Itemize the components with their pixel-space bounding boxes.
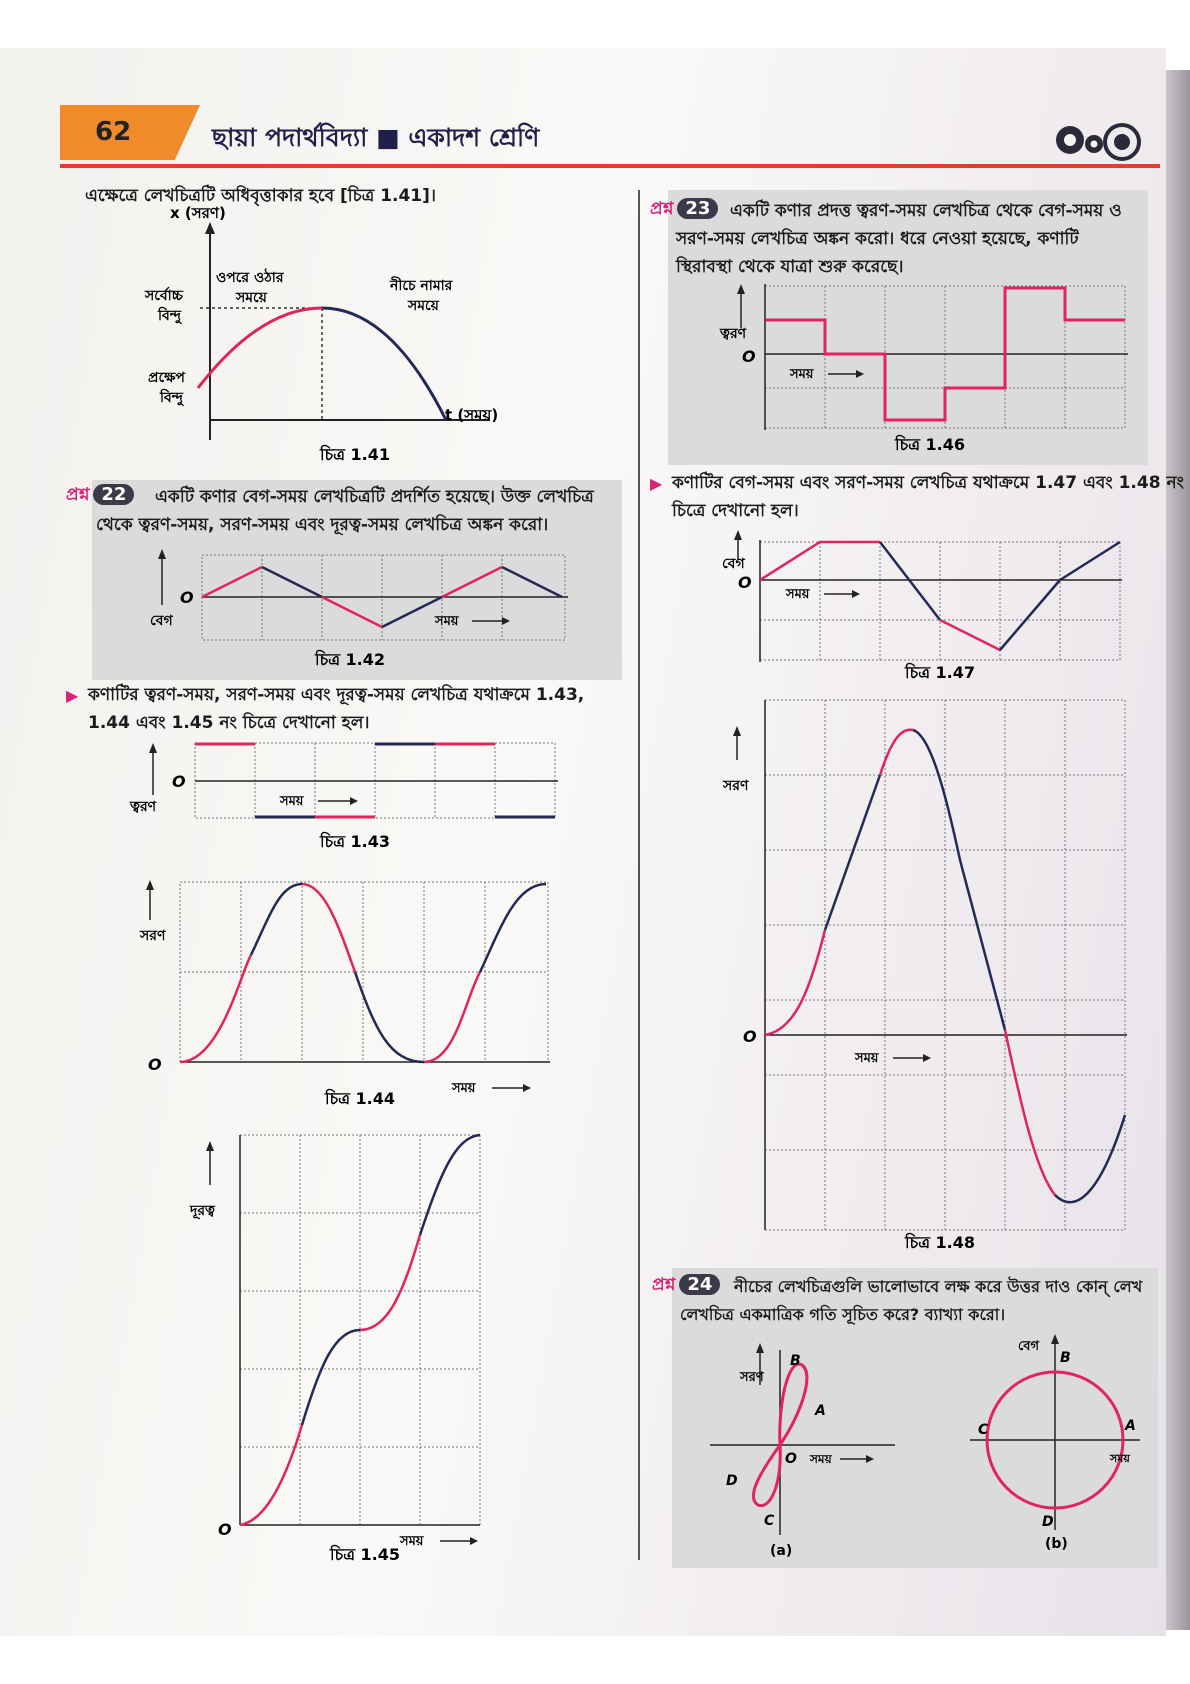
question-label: প্রশ্ন bbox=[66, 485, 90, 505]
book-title: ছায়া পদার্থবিদ্যা ■ একাদশ শ্রেণি bbox=[212, 123, 540, 152]
velocity-red-2 bbox=[322, 597, 382, 627]
x-label: সময় bbox=[786, 587, 810, 602]
disp-red-3 bbox=[424, 972, 480, 1062]
falling-label: নীচে নামার bbox=[390, 278, 453, 294]
velocity-navy-3 bbox=[502, 567, 562, 597]
disp-navy-3 bbox=[480, 884, 546, 972]
point-a: A bbox=[1125, 1418, 1136, 1434]
dist-navy-1 bbox=[302, 1330, 360, 1425]
intro-text: এক্ষেত্রে লেখচিত্রটি অধিবৃত্তাকার হবে [চিত্র 1.41]। bbox=[85, 186, 436, 206]
x-label: সময় bbox=[435, 614, 459, 629]
header-rule bbox=[60, 164, 1160, 168]
caption: চিত্র 1.47 bbox=[905, 663, 976, 682]
point-d: D bbox=[1042, 1514, 1054, 1530]
fig-1-42 bbox=[150, 545, 600, 675]
vel-navy-2 bbox=[1000, 580, 1060, 650]
gear-icon bbox=[1050, 118, 1150, 168]
launch-point-label: প্রক্ষেপ bbox=[148, 370, 185, 386]
answer-arrow-icon: ▶ bbox=[66, 686, 79, 705]
fig-1-46 bbox=[720, 280, 1140, 460]
caption: চিত্র 1.42 bbox=[315, 650, 386, 669]
vel-red-3 bbox=[1060, 542, 1120, 580]
q22-badge bbox=[66, 482, 134, 510]
y-label: বেগ bbox=[150, 613, 173, 629]
dist-red-1 bbox=[240, 1425, 302, 1525]
fig-1-43 bbox=[120, 735, 570, 855]
y-label: সরণ bbox=[740, 1370, 764, 1385]
answer23-line2: চিত্রে দেখানো হল। bbox=[672, 501, 799, 521]
q23-badge bbox=[650, 196, 718, 224]
x-label: সময় bbox=[400, 1534, 424, 1549]
answer22-line2: 1.44 এবং 1.45 নং চিত্রে দেখানো হল। bbox=[88, 713, 370, 733]
x-label: সময় bbox=[452, 1081, 476, 1096]
origin: O bbox=[743, 1027, 757, 1046]
dist-navy-2 bbox=[420, 1135, 480, 1235]
point-c: C bbox=[978, 1422, 989, 1438]
point-b: B bbox=[1060, 1350, 1071, 1366]
origin: O bbox=[180, 588, 194, 607]
origin: O bbox=[742, 347, 756, 366]
launch-point-label-2: বিন্দু bbox=[160, 390, 184, 406]
y-axis-label: x (সরণ) bbox=[170, 204, 226, 222]
q24-text-1: নীচের লেখচিত্রগুলি ভালোভাবে লক্ষ করে উত্তর দাও কোন্ লেখ bbox=[734, 1277, 1143, 1296]
fig-1-48 bbox=[715, 690, 1145, 1250]
q23-text-1: একটি কণার প্রদত্ত ত্বরণ-সময় লেখচিত্র থেকে বেগ-সময় ও bbox=[730, 201, 1122, 221]
falling-label-2: সময়ে bbox=[408, 298, 439, 314]
fig-q24-a bbox=[690, 1335, 910, 1560]
x-axis-label: t (সময়) bbox=[445, 406, 499, 424]
caption: চিত্র 1.45 bbox=[330, 1545, 401, 1564]
page-bottom bbox=[0, 1636, 1190, 1684]
caption: (b) bbox=[1045, 1536, 1068, 1552]
rising-label: ওপরে ওঠার bbox=[216, 270, 284, 286]
y-label: দূরত্ব bbox=[190, 1203, 216, 1219]
caption: চিত্র 1.43 bbox=[320, 832, 391, 851]
grid bbox=[765, 700, 1125, 1230]
disp-red-1 bbox=[180, 955, 251, 1062]
answer-arrow-icon: ▶ bbox=[650, 474, 663, 493]
q24-badge bbox=[652, 1272, 720, 1300]
point-c: C bbox=[764, 1513, 775, 1529]
rising-curve bbox=[198, 308, 322, 388]
velocity-red bbox=[202, 567, 262, 597]
rising-label-2: সময়ে bbox=[236, 290, 267, 306]
question-number: 22 bbox=[93, 484, 134, 505]
x-label: সময় bbox=[810, 1452, 832, 1466]
origin: O bbox=[738, 573, 752, 592]
origin: O bbox=[148, 1055, 162, 1074]
fig-1-44 bbox=[140, 870, 560, 1110]
y-label: ত্বরণ bbox=[720, 326, 747, 342]
grid bbox=[180, 882, 548, 1062]
grid bbox=[760, 542, 1120, 660]
page-number: 62 bbox=[95, 117, 132, 147]
disp-navy-1 bbox=[825, 775, 880, 930]
y-label: বেগ bbox=[722, 556, 745, 572]
caption: (a) bbox=[770, 1543, 793, 1559]
column-divider bbox=[638, 190, 640, 1560]
fig-1-47 bbox=[720, 530, 1140, 680]
page-edge bbox=[1166, 70, 1190, 1630]
origin: O bbox=[172, 772, 186, 791]
highest-point-label-2: বিন্দু bbox=[158, 308, 182, 324]
origin: O bbox=[785, 1451, 797, 1467]
y-label: ত্বরণ bbox=[130, 799, 157, 815]
caption: চিত্র 1.46 bbox=[895, 435, 966, 454]
y-label: সরণ bbox=[723, 778, 749, 794]
fig-q24-b bbox=[960, 1330, 1160, 1560]
disp-navy-1 bbox=[251, 884, 302, 955]
vel-red-2 bbox=[940, 620, 1000, 650]
vel-navy-1 bbox=[880, 542, 940, 620]
y-label: বেগ bbox=[1018, 1339, 1040, 1354]
point-b: B bbox=[790, 1353, 801, 1369]
origin: O bbox=[218, 1520, 232, 1539]
x-label: সময় bbox=[790, 367, 814, 382]
question-number: 23 bbox=[677, 198, 718, 219]
disp-red-3 bbox=[1005, 1030, 1055, 1195]
disp-navy-2 bbox=[355, 972, 424, 1062]
fig-1-45 bbox=[190, 1125, 550, 1565]
answer23-line1: কণাটির বেগ-সময় এবং সরণ-সময় লেখচিত্র যথাক্রমে 1.47 এবং 1.48 নং bbox=[672, 473, 1184, 493]
point-d: D bbox=[726, 1473, 738, 1489]
velocity-navy-2 bbox=[382, 597, 442, 627]
q22-text-1: একটি কণার বেগ-সময় লেখচিত্রটি প্রদর্শিত হয়েছে। উক্ত লেখচিত্র bbox=[155, 487, 594, 507]
question-label: প্রশ্ন bbox=[652, 1275, 676, 1295]
y-axis-arrow bbox=[205, 222, 215, 234]
x-label: সময় bbox=[1110, 1452, 1130, 1465]
velocity-navy bbox=[262, 567, 322, 597]
x-label: সময় bbox=[855, 1051, 879, 1066]
caption: চিত্র 1.44 bbox=[325, 1089, 396, 1108]
q24-text-2: লেখচিত্র একমাত্রিক গতি সূচিত করে? ব্যাখ্যা করো। bbox=[680, 1305, 1006, 1324]
q22-text-2: থেকে ত্বরণ-সময়, সরণ-সময় এবং দূরত্ব-সময় লেখচিত্র অঙ্কন করো। bbox=[96, 515, 549, 535]
point-a: A bbox=[815, 1403, 826, 1419]
dist-red-2 bbox=[360, 1235, 420, 1330]
falling-curve bbox=[322, 308, 446, 420]
answer22-line1: কণাটির ত্বরণ-সময়, সরণ-সময় এবং দূরত্ব-সময় লেখচিত্র যথাক্রমে 1.43, bbox=[88, 685, 585, 705]
q23-text-2: সরণ-সময় লেখচিত্র অঙ্কন করো। ধরে নেওয়া হয়েছে, কণাটি bbox=[676, 229, 1079, 249]
caption: চিত্র 1.48 bbox=[905, 1233, 976, 1252]
fig-1-41 bbox=[140, 204, 560, 470]
highest-point-label: সর্বোচ্চ bbox=[145, 288, 183, 304]
caption: চিত্র 1.41 bbox=[320, 445, 391, 464]
disp-red-2 bbox=[302, 884, 355, 972]
question-number: 24 bbox=[679, 1274, 720, 1295]
y-label: সরণ bbox=[140, 928, 166, 944]
velocity-red-3 bbox=[442, 567, 502, 597]
x-label: সময় bbox=[280, 794, 304, 809]
q23-text-3: স্থিরাবস্থা থেকে যাত্রা শুরু করেছে। bbox=[676, 257, 904, 277]
disp-red-1 bbox=[765, 930, 825, 1035]
question-label: প্রশ্ন bbox=[650, 199, 674, 219]
